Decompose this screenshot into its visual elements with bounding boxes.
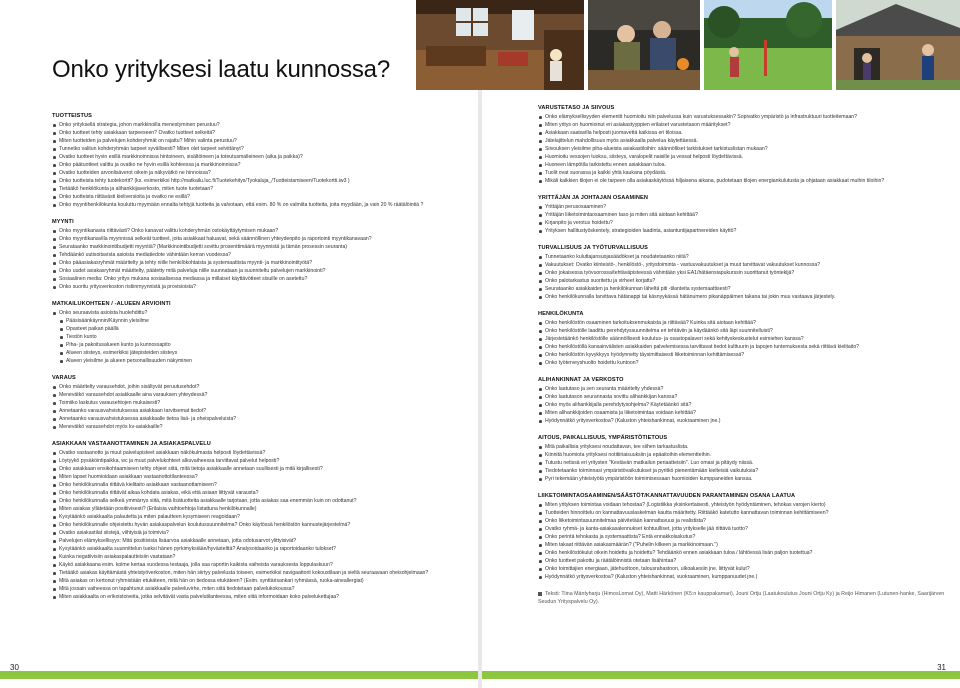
bullet-item: Hyödynnätkö yritysverkostoa? (Kaluston yhteishankinnat, vuokraaminen, kumppanuudet jne.) — [538, 573, 948, 581]
bullet-item: Palvelujen elämyksellisyys: Mitä positiivista lisäarvoa asiakkaalle annetaan, jotta odotusarvot ylittyisivät? — [52, 537, 462, 545]
bullet-item: Miten tuotteiden ja palvelujen kohderyhmät on rajattu? Mihin valinta perustuu? — [52, 137, 462, 145]
bullet-item: Seurataanko asiakkaiden ja henkilökunnan läheltä piti -tilanteita systemaattisesti? — [538, 285, 948, 293]
bullet-item: Hyödynnätkö yritysverkostoa? (Kaluston yhteishankinnat, vuokraaminen jne.) — [538, 417, 948, 425]
right-sections — [538, 104, 948, 581]
bullet-item: Onko myyntikanavilla myynnissä selkeät tuotteet, joita asiakkaat haluavat, sekä säännöllinen yhteydenpito ja raportointi myyntikanavaan? — [52, 235, 462, 243]
right-column — [538, 104, 948, 606]
bullet-item: Asiakkaan saatavilla helposti juomavettä kaikissa eri tiloissa. — [538, 129, 948, 137]
sub-bullet-item: Opasteet paikan päällä — [52, 325, 462, 333]
photo-couple-fireplace — [588, 0, 700, 90]
bullet-item: Onko henkilökunnalle ohjeistettu hyvän asiakaspalvelun koulutussuunnitelma? Onko käytössä henkilöstön kannustejärjestelmä? — [52, 521, 462, 529]
bullet-item: Onko henkilöstön kyvykkyys hyödynnetty täysimittaisesti liiketoiminnan kehittämisessä? — [538, 351, 948, 359]
bullet-item: Kuinka negatiivisiin asiakaspalautteisiin vastataan? — [52, 553, 462, 561]
bullet-item: Onko työterveyshuolto hoidettu kuntoon? — [538, 359, 948, 367]
section — [538, 434, 948, 483]
bullet-item: Onko päätuotteet valittu ja ovatko ne hyvin esillä kohteessa ja markkinoinnissa? — [52, 161, 462, 169]
bullet-item: Miten takaat riittävän asiakasmäärän? ("Puhelin kilkeen ja markkinoimaan.") — [538, 541, 948, 549]
bullet-item: Tuolit ovat suorassa ja kaikki yhtä kaukana pöydästä. — [538, 169, 948, 177]
bullet-item: Tunnetko valitun kohderyhmän tarpeet syvällisesti? Miten olet tarpeet selvittänyt? — [52, 145, 462, 153]
bullet-item: Ovatko asiakastilat siistejä, viihtyisiä ja toimivia? — [52, 529, 462, 537]
bullet-item: Onko myös alihankkijalla perehdytysohjelma? Käytetäänkö sitä? — [538, 401, 948, 409]
bullet-item: Onko henkilöstölle laadittu perehdytyssuunnitelma eri tehtäviin ja käydäänkö sitä läpi suunnitelluisti? — [538, 327, 948, 335]
sub-bullet-item: Alueen siisteys, esimerkiksi jätepisteiden siisteys — [52, 349, 462, 357]
bullet-item: Huomioitu vessojen tuoksu, siisteys, varalopelit naisille ja vessat helposti löydettävissä. — [538, 153, 948, 161]
photo-log-cabin — [836, 0, 960, 90]
bullet-item: Yrittäjän liiketoimintaosaaminen taso ja miten sitä aiotaan kehittää? — [538, 211, 948, 219]
bullet-item: Ovatko ryhmä- ja kanta-asiakasalennukset kohtuulliset, jotta yritykselle jää riittävä tuotto? — [538, 525, 948, 533]
bullet-item: Vakuutukset: Ovatko kiinteistö-, henkilöstö-, yritystoiminta - vastuuvakuutukset ja muut tarvittavat vakuutukset kunnossa? — [538, 261, 948, 269]
section-title: LIIKETOIMINTAOSAAMINEN/SÄÄSTÖT/KANNATTAVUUDEN PARANTAMINEN OSANA LAATUA — [538, 493, 796, 499]
page-title: Onko yrityksesi laatu kunnossa? — [52, 56, 390, 83]
section-title: HENKILÖKUNTA — [538, 311, 584, 317]
bullet-item: Annetaanko varausvahvistuksessa asiakkaalle tietoa lisä- ja oheispalveluista? — [52, 415, 462, 423]
bullet-item: Menevätkö varausehdot myös kv-asiakkaille? — [52, 423, 462, 431]
bullet-item: Ovatko vastaanotto ja muut palvelupisteet asiakkaan näkökulmasta helposti löydettävissä? — [52, 449, 462, 457]
bullet-item: Onko tuotteet tehty asiakkaan tarpeeseen? Ovatko tuotteet selkeitä? — [52, 129, 462, 137]
credits-square-icon — [538, 592, 542, 596]
section — [538, 104, 948, 185]
bullet-item: Miten alihankkijoiden osaamista ja liiketoimintaa voidaan kehittää? — [538, 409, 948, 417]
bullet-item: Jätelajittelun mahdollisuus myös asiakkaalla palvelua käytettäessä. — [538, 137, 948, 145]
bullet-item: Kysytäänkö asiakkaalta suunnittelun tueksi hänen pyrkimyksiään/hyvästelttä? Analysoidaanko ja raportoidaanko tulokset? — [52, 545, 462, 553]
bullet-item: Onko seuraavista asioista huolehdittu? — [52, 309, 462, 317]
bullet-item: Kysytäänkö asiakkaalta palautetta ja miten palautteen kysymiseen reagoidaan? — [52, 513, 462, 521]
photo-disc-golf-field — [704, 0, 832, 90]
bullet-item: Mitä jossain vaiheessa on tapahtunut asiakkaalle palveluvirhe, miten siitä tiedotetaan palvelukokoussa? — [52, 585, 462, 593]
right-page-number: 31 — [937, 663, 946, 672]
bullet-item: Miten asiakas yllätetään positiivisesti? (Erilaisia vaihtoehtoja listattuna henkilökunnalle) — [52, 505, 462, 513]
bullet-item: Onko suoritu yritysverkoston ristiinmyynnistä ja provisioista? — [52, 283, 462, 291]
section-title: ASIAKKAAN VASTAANOTTAMINEN JA ASIAKASPALVELU — [52, 441, 211, 447]
photo-cabin-interior — [416, 0, 584, 90]
bullet-item: Mitä paikallisia yrityksesi noudattavan, tee siihen tarkastuslista. — [538, 443, 948, 451]
bullet-item: Onko henkilökunnalla selkeä ymmärrys siitä, mitä lisätuotteita asiakkaalle tarjotaan, jotta asiakas saa enemmän kuin on odottanut? — [52, 497, 462, 505]
bullet-item: Onko myyntikanavia riittävästi? Onko kanavat valittu kohderyhmän ostokäyttäytymisen mukaan? — [52, 227, 462, 235]
bullet-item: Onko laatutason seurannasta sovittu alihankkijan kanssa? — [538, 393, 948, 401]
bullet-item: Tutustu netissä eri yritysten "Kestävän matkailun periaatteisiin". Luo omasi ja pitäydy niissä. — [538, 459, 948, 467]
section — [538, 244, 948, 301]
bullet-item: Tietääkö henkilökunta ja alihankkijaverkosto, miten tuote tuotetaan? — [52, 185, 462, 193]
sub-bullet-item: Tiestön kunto — [52, 333, 462, 341]
bullet-item: Ovatko tuotteet hyvin esillä markkinoinnissa hintoineen, sisältöineen ja toteutusmalleineen (aika ja paikka)? — [52, 153, 462, 161]
right-footer-strip — [482, 660, 960, 688]
bullet-item: Tehdäänkö uutisoitavista asioista mediatiedote vähintään kerran vuodessa? — [52, 251, 462, 259]
bullet-item: Onko tuotteista riittävästi kieliversioita ja ovatko ne esillä? — [52, 193, 462, 201]
bullet-item: Miten yritys on huomioinut eri asiakastyyppien erilaiset varustetason määritykset? — [538, 121, 948, 129]
bullet-item: Onko jokaisessa työvuorossa/tehtäväpisteessä vähintään yksi EA1/hätäensiapukurssin suorittanut työntekijä? — [538, 269, 948, 277]
bullet-item: Menevätkö varausehdot asiakkaalle aina varauksen yhteydessä? — [52, 391, 462, 399]
section — [538, 310, 948, 367]
section — [538, 492, 948, 581]
bullet-item: Onko perintä tehokasta ja systemaattista? Entä ennakkolaskutus? — [538, 533, 948, 541]
sub-bullet-item: Alueen yleisilme ja alueen personallisuuden näkyminen — [52, 357, 462, 365]
section-title: MYYNTI — [52, 219, 74, 225]
bullet-item: Seurataanko markkinointibudjetti myyntiä? (Markkinointibudjetti sovittu prosenttimäärä myynnistä ja tämän prosessin seuranta) — [52, 243, 462, 251]
section — [52, 112, 462, 209]
bullet-item: Huoneen lämpötila tarkistettu ennen asiakkaan tuloa. — [538, 161, 948, 169]
bullet-item: Onko henkilöstöllä kansainvälisten asiakkaiden palvelemisessa tarvittavat tiedot kulttuurin ja tapojen tuntemuksesta sekä riittävä kielitaito? — [538, 343, 948, 351]
section — [52, 300, 462, 365]
section-title: VARUSTETASO JA SIIVOUS — [538, 105, 615, 111]
bullet-item: Annetaanko varausvahvistuksessa asiakkaan tarvitsemat tiedot? — [52, 407, 462, 415]
bullet-item: Mikäli kaikkien tilojen ei ole tarpeen olla asiakaskäytössä hiljaisena aikana, pudotetaan tilojen energiankulutusta ja ohjataan asiakkaat muihin tiloihin? — [538, 177, 948, 185]
sub-bullet-item: Piha- ja pakoitusalueen kunto ja kunnossapito — [52, 341, 462, 349]
bullet-item: Onko toimittajien energiaan, jätehuoltoon, talousrahastoon, ulkoaluesiin jne. liittyvät kulut? — [538, 565, 948, 573]
bullet-item: Löytyykö pysäköintipaikka, wc ja muut palvelukohteet alkuvaiheessa tarvittavat palvelut helposti? — [52, 457, 462, 465]
credits-text: Teksti: Tiina Mäntyharju (HimosLomat Oy), Matti Härkönen (K5:n kauppakamari), Jouni Ortju (Laatukoulutus Jouni Ortju Ky) ja Reijo Himanen (Lutunen-hanke, Saarijärven Seudun Yrityspalvelu Oy). — [538, 591, 945, 605]
bullet-item: Onko pääasiakasryhmät määritelty ja tehty niille henkilökohtaista ja systemaattista myynti- ja markkinointityötä? — [52, 259, 462, 267]
left-page-number: 30 — [10, 663, 19, 672]
bullet-item: Mitä asiakas on kertonut ryhmistään etukäteen, mitä hän on tiedossa etukäteen? (Esim. synttärisankari ryhmässä, ruoka-aineallergiat) — [52, 577, 462, 585]
bullet-item: Järjestetäänkö henkilöstölle säännöllisesti koulutus- ja osastopalaveri sekä kehityskeskustelut esimiehen kanssa? — [538, 335, 948, 343]
bullet-item: Onko henkilöstökulut oikein hoidettu ja hoidettu? Tehdäänkö ennen asiakkaan tuloa / lähtöessä lisän paljon tuotettua? — [538, 549, 948, 557]
sub-bullet-item: Pääsisäänkäynnin/Käynnin yleisilme — [52, 317, 462, 325]
bullet-item: Onko yrityksellä strategia, johon markkinoilla menestyminen perustuu? — [52, 121, 462, 129]
bullet-item: Onko tuotteista tehty tuotekortit? (ks. esimerkiksi http://matkailu.luc.fi/Tuotekehitys/Tyokaluja_/Tuotteistamiseen/Tuotekortti.iw3 ) — [52, 177, 462, 185]
bullet-item: Onko asiakkaan ensikohtaamiseen tehty ohjeet siitä, mitä tietoja asiakkaalle annetaan suullisesti ja mitä kirjallisesti? — [52, 465, 462, 473]
bullet-item: Onko henkilöstön osaaminen tarkoituksenmukaista ja riittävää? Kuinka sitä aiotaan kehittää? — [538, 319, 948, 327]
bullet-item: Sosiaalinen media: Onko yritys mukana sosiaalisessa mediassa ja millaiset käyttävötteet sisuille on asetettu? — [52, 275, 462, 283]
section-title: VARAUS — [52, 375, 76, 381]
bullet-item: Onko elämyksellisyyden elementit huomioitu niin palvelussa kuin varustuksessakin? Sopivatko ympäristö ja infrastruktuuri tuotteitemaan? — [538, 113, 948, 121]
section-title: AITOUS, PAIKALLISUUS, YMPÄRISTÖTIETOUS — [538, 435, 668, 441]
section-title: TUOTTEISTUS — [52, 113, 92, 119]
bullet-item: Onko myyntihenkilökunta kouluttu myymään ennalta tehtyjä tuotteita ja valvotaan, että esim. 80 % on valmiita tuotteita, joita myydään, ja vain 20 % räätälöintiä ? — [52, 201, 462, 209]
section-title: MATKAILUKOHTEEN / -ALUEEN ARVIOINTI — [52, 301, 171, 307]
bullet-item: Yrittäjän perusosaaminen? — [538, 203, 948, 211]
section — [52, 440, 462, 601]
photo-strip — [416, 0, 960, 90]
bullet-item: Kiinnitä huomiota yrityksesi notitiiriaisuuksiin ja epäaitoihin elementteihin. — [538, 451, 948, 459]
section — [538, 194, 948, 235]
bullet-item: Onko henkilökunnalla riittävät aikaa kohdata asiakas, eikä että asiaan liittyvät varausta? — [52, 489, 462, 497]
section-title: ALIHANKINNAT JA VERKOSTO — [538, 377, 624, 383]
bullet-item: Onko liiketoimintasuunnitelmaa päivitetään kannattavuus ja realistista? — [538, 517, 948, 525]
bullet-item: Onko uudet asiakasryhmät määritelty, päätetty mitä palveluja niille suunnataan ja suunniteltu palvelujen markkinointi? — [52, 267, 462, 275]
bullet-item: Käykö asiakkaana esim. kolme kertaa vuodessa testaaja, jolla saa raportin kaikista vaiheista varauksesta loppulaskuun? — [52, 561, 462, 569]
bullet-item: Onko henkilökunnalla riittävä kielitaito asiakkaan vastaanottamiseen? — [52, 481, 462, 489]
bullet-item: Onko henkilökunnalla tarvittava hätänappi tai käsnyykässä hätänumero pikanäppäimen takana tai jokin muu vastaava järjestely. — [538, 293, 948, 301]
bullet-item: Miten lapset huomioidaan asiakkaan vastaanottotilanteessa? — [52, 473, 462, 481]
section-title: YRITTÄJÄN JA JOHTAJAN OSAAMINEN — [538, 195, 649, 201]
bullet-item: Tunnetaanko kuluttajansuojasäädökset ja noudatetaanko niitä? — [538, 253, 948, 261]
bullet-item: Onko laatutaso ja sen seuranta määritelty yhdessä? — [538, 385, 948, 393]
section — [538, 376, 948, 425]
bullet-item: Yrityksen hallitustyöskentely, strategioiden laadinta, asiantuntijapartnereiden käyttö? — [538, 227, 948, 235]
section — [52, 218, 462, 291]
bullet-item: Onko määritelty varausehdot, joihin sisältyvät peruutusehdot? — [52, 383, 462, 391]
bullet-item: Toimiiko laskutus varausehtojen mukaisesti? — [52, 399, 462, 407]
bullet-item: Ovatko tuotteiden arvonlisäverot oikein ja näkyvätkö ne hinnoissa? — [52, 169, 462, 177]
bullet-item: Miten asiakkaalta on erikoistoiveita, jotka selvitävät vasta palvelutilanteessa, miten siitä informoidaan koko palvelukettujaa? — [52, 593, 462, 601]
bullet-item: Miten yrityksen toimintaa voidaan tehostaa? (Logistiikka yksinkertaisesti, yhteistyön hyödyntäminen, tehokas varojen kierto) — [538, 501, 948, 509]
section-title: TURVALLISUUS JA TYÖTURVALLISUUS — [538, 245, 649, 251]
bullet-item: Onko palotarkastus suoritettu ja virheet korjattu? — [538, 277, 948, 285]
bullet-item: Tietääkö asiakas käyttämästä yhteistyöverkoston, miten hän siirtyy palvelusta toiseen, esimerkiksi navigaattorit kokoustilaan ja sieltä seuraavaan oheisohjelmaan? — [52, 569, 462, 577]
bullet-item: Pyri tekemään yhteistyötä ympäristöön toimimisessaan huomioiden kumppaneiden kanssa. — [538, 475, 948, 483]
bullet-item: Onko tuotteet pakottu ja räätälöinnistä otetaan lisähintaa? — [538, 557, 948, 565]
left-column — [52, 112, 462, 610]
section — [52, 374, 462, 431]
bullet-item: Siivouksen yleisilme piha-alueista asiakastiloihin: säännölliset tarkistukset tarkistuslistan mukaan? — [538, 145, 948, 153]
credits — [538, 590, 948, 606]
bullet-item: Kirjanpito ja verotus hoidettu? — [538, 219, 948, 227]
bullet-item: Tiedotetaanko toiminnasi ympäristövaikutukset ja pyritkö pienentämään kielteisiä vaikutuksia? — [538, 467, 948, 475]
left-footer-strip — [0, 660, 478, 688]
bullet-item: Tuotteiden hinnoittelu on kannattavuuslaskelman kautta määritetty. Riittääkö katetutto kannattavan toiminnan kehittämiseen? — [538, 509, 948, 517]
